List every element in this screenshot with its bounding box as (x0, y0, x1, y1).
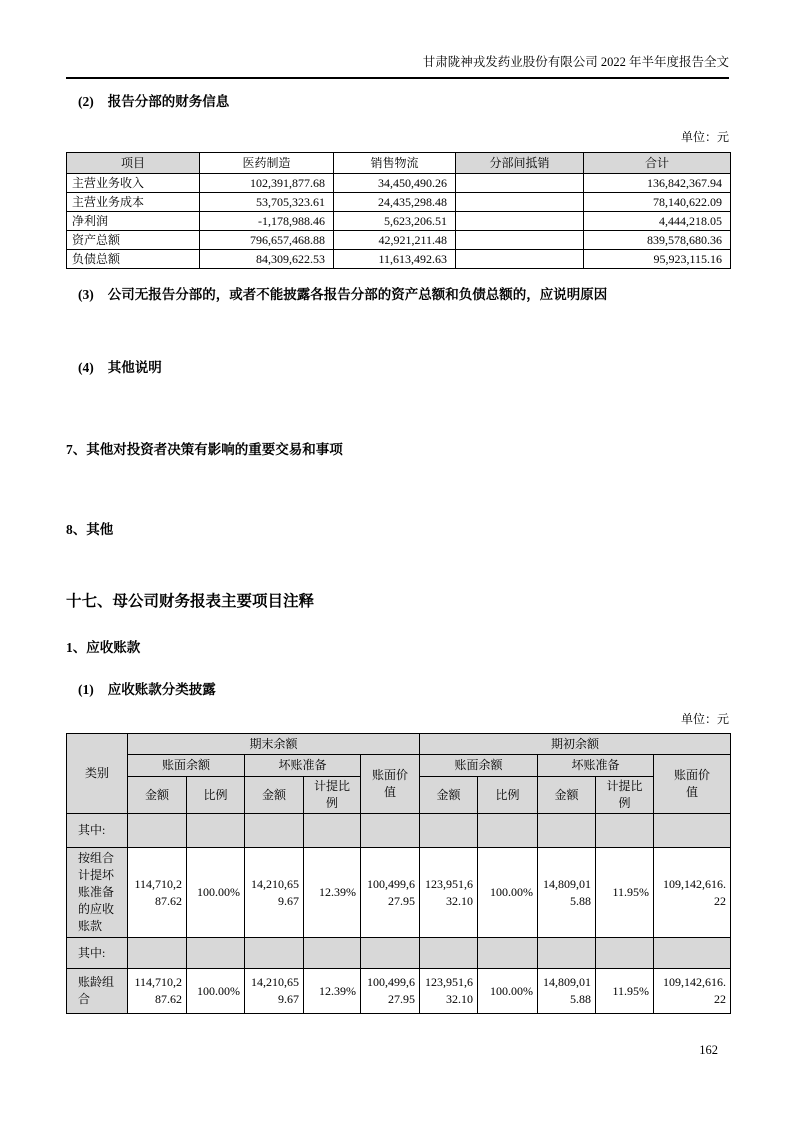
row-label: 净利润 (67, 212, 200, 231)
col-book-value-end: 账面价值 (361, 755, 420, 814)
cell: 100.00% (187, 969, 245, 1014)
col-ratio-end: 比例 (187, 777, 245, 814)
cell: 100.00% (478, 848, 538, 938)
row-label: 其中: (67, 814, 128, 848)
cell: 84,309,622.53 (200, 250, 334, 269)
section-3-heading (78, 286, 733, 303)
cell: 100,499,627.95 (361, 848, 420, 938)
header-divider (66, 77, 729, 79)
segment-col-elimination: 分部间抵销 (456, 153, 584, 174)
cell (245, 814, 304, 848)
cell (654, 814, 731, 848)
cell (456, 212, 584, 231)
section-17-1-1-number: (1) (78, 682, 94, 697)
cell: 24,435,298.48 (334, 193, 456, 212)
col-book-value-begin: 账面价值 (654, 755, 731, 814)
cell (456, 193, 584, 212)
segment-col-item: 项目 (67, 153, 200, 174)
cell: 11.95% (596, 969, 654, 1014)
cell: 53,705,323.61 (200, 193, 334, 212)
col-group-beginning-balance: 期初余额 (420, 734, 731, 755)
cell (420, 814, 478, 848)
segment-table-header-row (67, 153, 731, 174)
section-17-1-heading: 1、应收账款 (66, 640, 141, 655)
row-label: 其中: (67, 938, 128, 969)
cell (187, 814, 245, 848)
cell: 14,809,015.88 (538, 848, 596, 938)
cell: 14,210,659.67 (245, 969, 304, 1014)
section-3-number: (3) (78, 287, 94, 302)
cell (538, 814, 596, 848)
cell (596, 938, 654, 969)
cell (128, 938, 187, 969)
row-label: 账龄组合 (67, 969, 128, 1014)
cell (456, 174, 584, 193)
col-provision-amount-begin: 金额 (538, 777, 596, 814)
section-17-heading: 十七、母公司财务报表主要项目注释 (66, 593, 315, 610)
cell (538, 938, 596, 969)
table-row-subheader (67, 814, 731, 848)
segment-col-total: 合计 (584, 153, 731, 174)
cell: 11,613,492.63 (334, 250, 456, 269)
cell (596, 814, 654, 848)
cell: 102,391,877.68 (200, 174, 334, 193)
cell: 14,210,659.67 (245, 848, 304, 938)
document-header (66, 55, 729, 70)
table-row-subheader (67, 938, 731, 969)
col-book-balance-end: 账面余额 (128, 755, 245, 777)
table-row (67, 848, 731, 938)
row-label: 主营业务成本 (67, 193, 200, 212)
cell: 114,710,287.62 (128, 969, 187, 1014)
row-label: 负债总额 (67, 250, 200, 269)
document-header-title: 甘肃陇神戎发药业股份有限公司 2022 年半年度报告全文 (422, 55, 729, 69)
cell: 839,578,680.36 (584, 231, 731, 250)
table-row (67, 231, 731, 250)
cell: 123,951,632.10 (420, 848, 478, 938)
col-category: 类别 (67, 734, 128, 814)
cell: 109,142,616.22 (654, 848, 731, 938)
receivables-header-row-2 (67, 755, 731, 777)
cell (128, 814, 187, 848)
table-row (67, 174, 731, 193)
row-label: 按组合计提坏账准备的应收账款 (67, 848, 128, 938)
page-number: 162 (699, 1043, 718, 1057)
col-provision-ratio-end: 计提比例 (304, 777, 361, 814)
section-4-number: (4) (78, 360, 94, 375)
section-2-number: (2) (78, 94, 94, 109)
cell: 12.39% (304, 848, 361, 938)
receivables-classification-table (66, 733, 731, 1014)
col-amount-begin: 金额 (420, 777, 478, 814)
col-bad-debt-end: 坏账准备 (245, 755, 361, 777)
cell (456, 250, 584, 269)
cell (478, 938, 538, 969)
section-3-title: 公司无报告分部的，或者不能披露各报告分部的资产总额和负债总额的，应说明原因 (107, 287, 608, 302)
cell: 100.00% (187, 848, 245, 938)
unit-label-receivables-table: 单位：元 (680, 712, 729, 726)
cell: 42,921,211.48 (334, 231, 456, 250)
cell: 14,809,015.88 (538, 969, 596, 1014)
section-2-title: 报告分部的财务信息 (107, 94, 230, 109)
col-group-ending-balance: 期末余额 (128, 734, 420, 755)
table-row (67, 969, 731, 1014)
cell: 11.95% (596, 848, 654, 938)
cell: 5,623,206.51 (334, 212, 456, 231)
receivables-header-row-1 (67, 734, 731, 755)
cell (187, 938, 245, 969)
cell: -1,178,988.46 (200, 212, 334, 231)
section-4-title: 其他说明 (107, 360, 162, 375)
section-4-heading (78, 359, 162, 376)
cell: 12.39% (304, 969, 361, 1014)
segment-col-logistics: 销售物流 (334, 153, 456, 174)
cell: 78,140,622.09 (584, 193, 731, 212)
cell: 114,710,287.62 (128, 848, 187, 938)
cell: 100,499,627.95 (361, 969, 420, 1014)
section-17-1-1-heading (78, 681, 216, 698)
cell: 34,450,490.26 (334, 174, 456, 193)
cell (478, 814, 538, 848)
col-ratio-begin: 比例 (478, 777, 538, 814)
cell: 95,923,115.16 (584, 250, 731, 269)
unit-label-segment-table: 单位：元 (680, 130, 729, 144)
section-2-heading (78, 93, 229, 110)
cell (361, 938, 420, 969)
cell (304, 938, 361, 969)
cell (456, 231, 584, 250)
cell: 100.00% (478, 969, 538, 1014)
col-book-balance-begin: 账面余额 (420, 755, 538, 777)
section-17-1-1-title: 应收账款分类披露 (107, 682, 216, 697)
cell: 796,657,468.88 (200, 231, 334, 250)
cell: 136,842,367.94 (584, 174, 731, 193)
table-row (67, 193, 731, 212)
segment-col-pharma: 医药制造 (200, 153, 334, 174)
cell (304, 814, 361, 848)
cell: 4,444,218.05 (584, 212, 731, 231)
col-bad-debt-begin: 坏账准备 (538, 755, 654, 777)
row-label: 主营业务收入 (67, 174, 200, 193)
col-provision-amount-end: 金额 (245, 777, 304, 814)
cell: 109,142,616.22 (654, 969, 731, 1014)
table-row (67, 250, 731, 269)
section-7-heading: 7、其他对投资者决策有影响的重要交易和事项 (66, 442, 343, 457)
row-label: 资产总额 (67, 231, 200, 250)
cell (361, 814, 420, 848)
table-row (67, 212, 731, 231)
cell (420, 938, 478, 969)
cell: 123,951,632.10 (420, 969, 478, 1014)
cell (654, 938, 731, 969)
segment-financial-table (66, 152, 731, 269)
section-8-heading: 8、其他 (66, 522, 114, 537)
col-provision-ratio-begin: 计提比例 (596, 777, 654, 814)
cell (245, 938, 304, 969)
col-amount-end: 金额 (128, 777, 187, 814)
